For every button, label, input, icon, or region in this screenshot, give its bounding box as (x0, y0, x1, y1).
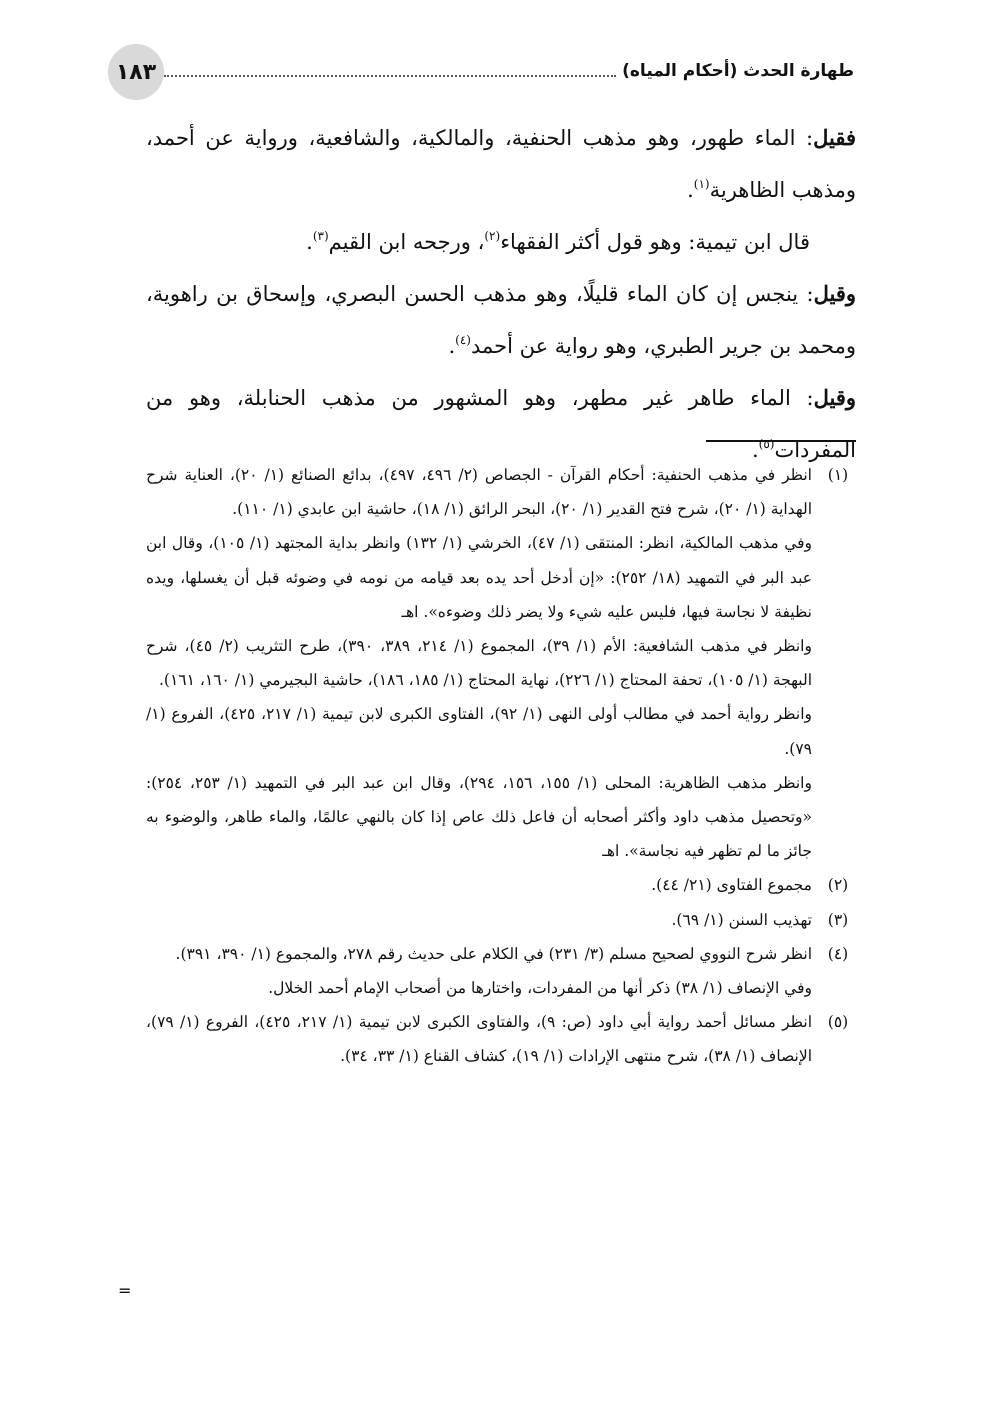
footnote-ref: (٣) (312, 229, 329, 243)
footnote-separator (706, 440, 856, 442)
footnote-1 (146, 458, 856, 868)
footnote-ref: (٤) (455, 333, 471, 347)
footnote-paragraph: انظر مسائل أحمد رواية أبي داود (ص: ٩)، والفتاوى الكبرى لابن تيمية (١/ ٢١٧، ٤٢٥)، الفروع (١/ ٧٩)، الإنصاف (١/ ٣٨)، شرح منتهى الإرادات (١/ ١٩)، كشاف القناع (١/ ٣٣، ٣٤). (146, 1013, 813, 1066)
footnote-paragraph: وانظر في مذهب الشافعية: الأم (١/ ٣٩)، المجموع (١/ ٢١٤، ٣٨٩، ٣٩٠)، طرح التثريب (٢/ ٤٥)، شرح البهجة (١/ ١٠٥)، تحفة المحتاج (١/ ٢٢٦)، نهاية المحتاج (١/ ١٨٥، ١٨٦)، حاشية البجيرمي (١/ ١٦٠، ١٦١). (146, 637, 812, 690)
paragraph-text: : الماء طاهر غير مطهر، وهو المشهور من مذهب الحنابلة، وهو من المفردات (146, 386, 856, 462)
footnote-3 (146, 903, 856, 937)
lead-word: وقيل (813, 281, 856, 306)
footnote-paragraph: وانظر رواية أحمد في مطالب أولى النهى (١/ ٩٢)، الفتاوى الكبرى لابن تيمية (١/ ٢١٧، ٤٢٥)، الفروع (١/ ٧٩). (146, 705, 813, 758)
paragraph-text: ، ورجحه ابن القيم (328, 230, 485, 254)
footnote-paragraph: انظر في مذهب الحنفية: أحكام القرآن - الجصاص (٢/ ٤٩٦، ٤٩٧)، بدائع الصنائع (١/ ٢٠)، العناية شرح الهداية (١/ ٢٠)، شرح فتح القدير (١/ ٢٠)، البحر الرائق (١/ ١٨)، حاشية ابن عابدي (١/ ١١٠). (146, 466, 812, 519)
footnote-paragraph: وفي مذهب المالكية، انظر: المنتقى (١/ ٤٧)، الخرشي (١/ ١٣٢) وانظر بداية المجتهد (١/ ١٠٥)، وقال ابن عبد البر في التمهيد (١٨/ ٢٥٢): «إن أدخل أحد يده بعد قيامه من نومه في وضوئه قبل أن يغسلها، ويده نظيفة لا نجاسة فيها، فليس عليه شيء ولا يضر ذلك وضوءه». اهـ (146, 534, 813, 621)
footnote-number: (٣) (827, 910, 849, 929)
lead-word: فقيل (813, 125, 856, 150)
period: . (448, 334, 456, 358)
paragraph-1 (146, 112, 856, 216)
footnote-ref: (١) (693, 177, 710, 191)
paragraph-3 (146, 268, 856, 372)
footnote-paragraph: مجموع الفتاوى (٢١/ ٤٤). (651, 876, 812, 895)
page-number: ١٨٣ (108, 44, 164, 100)
footnote-number: (٤) (827, 944, 849, 963)
footnote-paragraph: انظر شرح النووي لصحيح مسلم (٣/ ٢٣١) في الكلام على حديث رقم ٢٧٨، والمجموع (١/ ٣٩٠، ٣٩١). (175, 944, 812, 963)
footnote-number: (٢) (827, 876, 849, 895)
period: . (687, 178, 694, 202)
paragraph-text: : ينجس إن كان الماء قليلًا، وهو مذهب الحسن البصري، وإسحاق بن راهوية، ومحمد بن جرير الطبري، وهو رواية عن أحمد (146, 282, 856, 358)
paragraph-2 (146, 216, 856, 268)
lead-word: وقيل (813, 385, 856, 410)
footnotes (146, 458, 856, 1074)
footnote-number: (١) (827, 466, 849, 484)
footnote-ref: (٢) (484, 229, 501, 243)
footnote-paragraph: وفي الإنصاف (١/ ٣٨) ذكر أنها من المفردات، واختارها من أصحاب الإمام أحمد الخلال. (268, 979, 812, 998)
footnote-5 (146, 1005, 856, 1073)
running-title: طهارة الحدث (أحكام المياه) (622, 61, 854, 81)
continuation-mark: = (118, 1281, 132, 1300)
period: . (306, 230, 313, 254)
paragraph-text: قال ابن تيمية: وهو قول أكثر الفقهاء (500, 230, 810, 254)
footnote-ref: (٥) (758, 437, 775, 451)
main-text (146, 112, 856, 476)
footnote-paragraph: وانظر مذهب الظاهرية: المحلى (١/ ١٥٥، ١٥٦، ٢٩٤)، وقال ابن عبد البر في التمهيد (١/ ٢٥٣، ٢٥٤): «وتحصيل مذهب داود وأكثر أصحابه أن فاعل ذلك عاص إذا كان بالنهي عالمًا، والماء طاهر، والوضوء به جائز ما لم تظهر فيه نجاسة». اهـ (146, 773, 812, 861)
footnote-paragraph: تهذيب السنن (١/ ٦٩). (671, 910, 812, 929)
paragraph-text: : الماء طهور، وهو مذهب الحنفية، والمالكية، والشافعية، ورواية عن أحمد، ومذهب الظاهرية (146, 126, 856, 202)
period: . (751, 438, 759, 462)
dotted-leader (164, 75, 616, 77)
footnote-number: (٥) (827, 1013, 849, 1032)
footnote-4 (146, 937, 856, 1005)
running-header (164, 56, 854, 86)
footnote-2 (146, 868, 856, 902)
